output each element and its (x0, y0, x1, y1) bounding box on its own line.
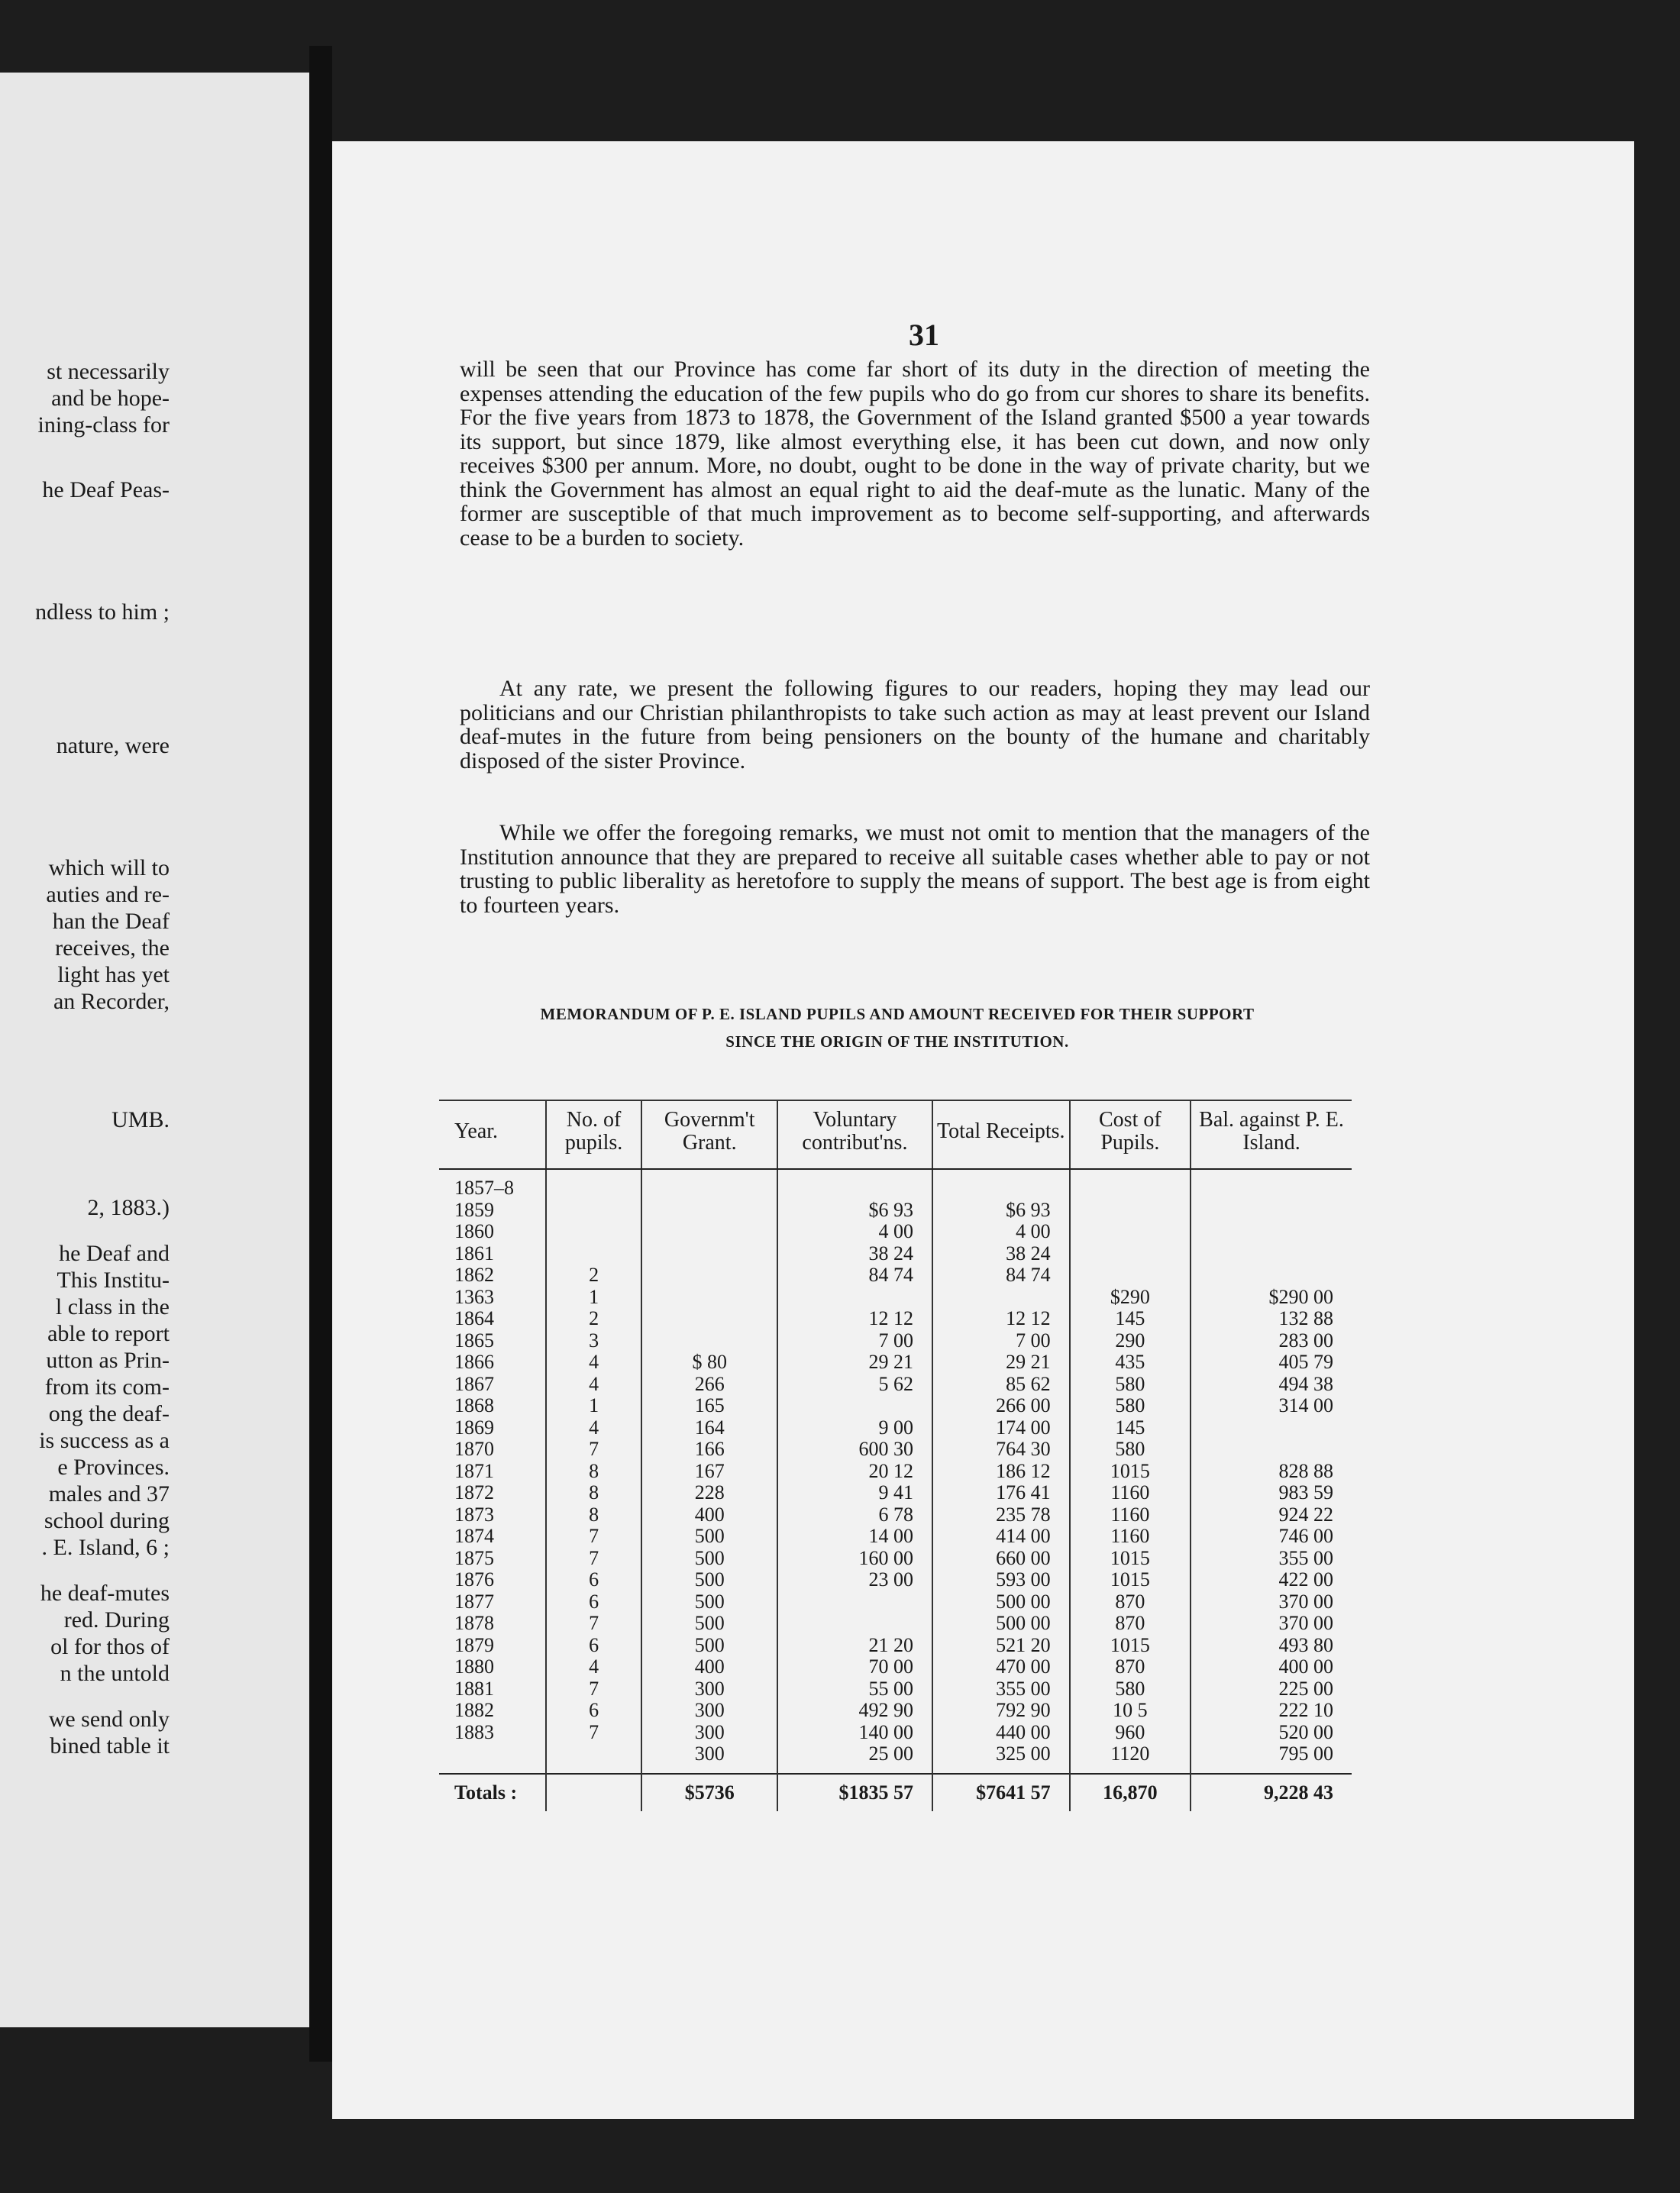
cell-total: 176 41 (932, 1482, 1070, 1504)
cell-grant (641, 1200, 777, 1222)
cell-cost: 1160 (1070, 1482, 1191, 1504)
table-row (439, 1482, 1352, 1504)
cell-voluntary (777, 1591, 932, 1613)
cell-pupils (546, 1743, 642, 1774)
header-year: Year. (439, 1100, 546, 1169)
cell-total: 440 00 (932, 1722, 1070, 1744)
cell-voluntary: 84 74 (777, 1264, 932, 1287)
paragraph-1: will be seen that our Province has come far short of its duty in the direction of meeting the expenses attending the education of the few pupils who do go from cur shores to share its benefits. For the five years from 1873 to 1878, the Government of the Island granted $500 a year towards its support, but since 1879, like almost everything else, it has been cut down, and now only receives $300 per annum. More, no doubt, ought to be done in the way of private charity, but we think the Government has almost an equal right to aid the deaf-mute as the lunatic. Many of the former are susceptible of that much improvement as to become self-supporting, and afterwards cease to be a burden to society. (460, 357, 1370, 551)
cell-voluntary: 600 30 (777, 1439, 932, 1461)
left-page-line: This Institu- (57, 1268, 170, 1293)
cell-year: 1865 (454, 1329, 494, 1352)
cell-year: 1868 (454, 1394, 494, 1416)
cell-total: 266 00 (932, 1395, 1070, 1417)
cell-balance (1191, 1169, 1352, 1200)
left-page-line: able to report (47, 1321, 170, 1346)
table-row (439, 1700, 1352, 1722)
cell-balance (1191, 1243, 1352, 1265)
memorandum-title-line-2: SINCE THE ORIGIN OF THE INSTITUTION. (725, 1032, 1069, 1051)
left-page-line: ndless to him ; (35, 599, 170, 625)
cell-balance: 314 00 (1191, 1395, 1352, 1417)
cell-grant: 400 (641, 1656, 777, 1678)
cell-grant: 300 (641, 1743, 777, 1774)
cell-pupils (546, 1243, 642, 1265)
left-page-line: light has yet (57, 962, 170, 987)
cell-voluntary: 70 00 (777, 1656, 932, 1678)
left-page-line: receives, the (55, 935, 170, 961)
cell-balance: 520 00 (1191, 1722, 1352, 1744)
header-pupils: No. of pupils. (546, 1100, 642, 1169)
cell-pupils: 6 (546, 1700, 642, 1722)
cell-grant: 300 (641, 1678, 777, 1700)
pupils-table (439, 1100, 1352, 1811)
cell-pupils: 7 (546, 1526, 642, 1548)
cell-cost: 1015 (1070, 1569, 1191, 1591)
cell-cost: 145 (1070, 1417, 1191, 1439)
cell-cost: 580 (1070, 1374, 1191, 1396)
cell-grant: 500 (641, 1569, 777, 1591)
totals-row (439, 1774, 1352, 1812)
cell-grant (641, 1308, 777, 1330)
cell-voluntary: 21 20 (777, 1635, 932, 1657)
cell-balance: 283 00 (1191, 1330, 1352, 1352)
cell-balance: 132 88 (1191, 1308, 1352, 1330)
cell-balance: 494 38 (1191, 1374, 1352, 1396)
cell-year: 1875 (454, 1546, 494, 1569)
left-page-line: males and 37 (48, 1481, 170, 1507)
cell-year: 1871 (454, 1459, 494, 1482)
header-grant: Governm't Grant. (641, 1100, 777, 1169)
cell-year: 1363 (454, 1285, 494, 1308)
cell-balance: 355 00 (1191, 1548, 1352, 1570)
left-page-line: utton as Prin- (46, 1348, 170, 1373)
cell-pupils: 1 (546, 1395, 642, 1417)
cell-cost: 580 (1070, 1439, 1191, 1461)
left-page-line: ining-class for (37, 412, 170, 438)
cell-grant: 167 (641, 1461, 777, 1483)
cell-grant (641, 1287, 777, 1309)
cell-pupils (546, 1221, 642, 1243)
cell-balance: 422 00 (1191, 1569, 1352, 1591)
cell-voluntary: 23 00 (777, 1569, 932, 1591)
cell-balance (1191, 1417, 1352, 1439)
cell-balance: 222 10 (1191, 1700, 1352, 1722)
table-row (439, 1287, 1352, 1309)
table-row (439, 1526, 1352, 1548)
paragraph-2: At any rate, we present the following figures to our readers, hoping they may lead our politicians and our Christian philanthropists to take such action as may at least prevent our Island deaf-mutes in the future from being pensioners on the bounty of the humane and charitably disposed of the sister Province. (460, 676, 1370, 774)
table-row (439, 1374, 1352, 1396)
cell-grant: 165 (641, 1395, 777, 1417)
cell-total: 355 00 (932, 1678, 1070, 1700)
cell-voluntary: 5 62 (777, 1374, 932, 1396)
cell-cost: 1160 (1070, 1504, 1191, 1526)
cell-total: 235 78 (932, 1504, 1070, 1526)
table-row (439, 1169, 1352, 1200)
cell-pupils: 7 (546, 1439, 642, 1461)
cell-year: 1873 (454, 1503, 494, 1526)
cell-balance: 493 80 (1191, 1635, 1352, 1657)
left-page-line: n the untold (60, 1661, 170, 1686)
table-row (439, 1200, 1352, 1222)
table-row (439, 1504, 1352, 1526)
left-page-line: han the Deaf (52, 909, 170, 934)
table-row (439, 1221, 1352, 1243)
cell-pupils: 2 (546, 1264, 642, 1287)
left-page-line: st necessarily (47, 359, 170, 384)
cell-balance: 405 79 (1191, 1352, 1352, 1374)
cell-cost (1070, 1200, 1191, 1222)
left-page-line: e Provinces. (57, 1455, 170, 1480)
cell-voluntary (777, 1395, 932, 1417)
cell-total: 470 00 (932, 1656, 1070, 1678)
cell-total: 4 00 (932, 1221, 1070, 1243)
left-page-line: we send only (48, 1707, 170, 1732)
table-body (439, 1169, 1352, 1774)
left-page-line: is success as a (39, 1428, 170, 1453)
left-page-line: auties and re- (46, 882, 170, 907)
cell-voluntary: 55 00 (777, 1678, 932, 1700)
cell-year: 1860 (454, 1220, 494, 1242)
cell-voluntary: 9 00 (777, 1417, 932, 1439)
cell-total: 500 00 (932, 1613, 1070, 1635)
cell-year: 1883 (454, 1720, 494, 1743)
cell-year: 1866 (454, 1351, 494, 1373)
left-page-line: he deaf-mutes (40, 1581, 170, 1606)
cell-total: 7 00 (932, 1330, 1070, 1352)
cell-balance: 400 00 (1191, 1656, 1352, 1678)
cell-year: 1867 (454, 1372, 494, 1395)
totals-balance: 9,228 43 (1191, 1774, 1352, 1812)
left-page-line: ong the deaf- (48, 1401, 170, 1426)
cell-cost: 960 (1070, 1722, 1191, 1744)
cell-pupils: 8 (546, 1461, 642, 1483)
cell-total: $6 93 (932, 1200, 1070, 1222)
table-row (439, 1722, 1352, 1744)
cell-cost: 145 (1070, 1308, 1191, 1330)
cell-voluntary: 20 12 (777, 1461, 932, 1483)
cell-balance: $290 00 (1191, 1287, 1352, 1309)
table-row (439, 1439, 1352, 1461)
cell-cost (1070, 1221, 1191, 1243)
table-row (439, 1243, 1352, 1265)
cell-balance: 795 00 (1191, 1743, 1352, 1774)
cell-total: 186 12 (932, 1461, 1070, 1483)
cell-cost: 1160 (1070, 1526, 1191, 1548)
cell-pupils: 8 (546, 1504, 642, 1526)
page-number: 31 (909, 318, 939, 352)
cell-balance: 746 00 (1191, 1526, 1352, 1548)
cell-cost: $290 (1070, 1287, 1191, 1309)
cell-year: 1874 (454, 1525, 494, 1547)
cell-voluntary: 25 00 (777, 1743, 932, 1774)
table-row (439, 1352, 1352, 1374)
header-balance: Bal. against P. E. Island. (1191, 1100, 1352, 1169)
cell-voluntary: 160 00 (777, 1548, 932, 1570)
cell-pupils: 2 (546, 1308, 642, 1330)
cell-grant: 500 (641, 1526, 777, 1548)
cell-pupils: 6 (546, 1591, 642, 1613)
cell-cost: 435 (1070, 1352, 1191, 1374)
cell-total: 174 00 (932, 1417, 1070, 1439)
table-row (439, 1395, 1352, 1417)
cell-cost: 1120 (1070, 1743, 1191, 1774)
cell-year: 1880 (454, 1655, 494, 1678)
cell-voluntary (777, 1613, 932, 1635)
cell-voluntary: 140 00 (777, 1722, 932, 1744)
cell-grant: 166 (641, 1439, 777, 1461)
table-row (439, 1264, 1352, 1287)
cell-total: 325 00 (932, 1743, 1070, 1774)
totals-voluntary: $1835 57 (777, 1774, 932, 1812)
cell-cost: 870 (1070, 1613, 1191, 1635)
left-page-line: an Recorder, (53, 989, 170, 1014)
cell-year: 1872 (454, 1481, 494, 1503)
cell-voluntary: 14 00 (777, 1526, 932, 1548)
cell-year: 1878 (454, 1612, 494, 1634)
cell-grant: 500 (641, 1635, 777, 1657)
cell-grant (641, 1264, 777, 1287)
cell-pupils: 4 (546, 1352, 642, 1374)
cell-balance: 370 00 (1191, 1613, 1352, 1635)
memorandum-title (439, 1000, 1355, 1055)
cell-grant: 300 (641, 1722, 777, 1744)
cell-grant: 300 (641, 1700, 777, 1722)
cell-total: 12 12 (932, 1308, 1070, 1330)
cell-year: 1862 (454, 1264, 494, 1286)
totals-pupils (546, 1774, 642, 1812)
header-total: Total Receipts. (932, 1100, 1070, 1169)
cell-year: 1859 (454, 1198, 494, 1221)
left-page-line: 2, 1883.) (87, 1195, 170, 1220)
cell-cost (1070, 1169, 1191, 1200)
table-row (439, 1613, 1352, 1635)
cell-grant (641, 1330, 777, 1352)
cell-pupils: 6 (546, 1635, 642, 1657)
cell-grant (641, 1243, 777, 1265)
cell-year: 1879 (454, 1633, 494, 1656)
table-row (439, 1743, 1352, 1774)
cell-grant: 228 (641, 1482, 777, 1504)
cell-balance: 983 59 (1191, 1482, 1352, 1504)
cell-cost: 870 (1070, 1656, 1191, 1678)
table-row (439, 1656, 1352, 1678)
cell-voluntary: $6 93 (777, 1200, 932, 1222)
cell-grant: $ 80 (641, 1352, 777, 1374)
totals-total: $7641 57 (932, 1774, 1070, 1812)
cell-voluntary: 6 78 (777, 1504, 932, 1526)
left-page-line: . E. Island, 6 ; (41, 1535, 170, 1560)
cell-grant: 164 (641, 1417, 777, 1439)
cell-cost: 1015 (1070, 1548, 1191, 1570)
left-page-line: school during (44, 1508, 170, 1533)
cell-voluntary (777, 1287, 932, 1309)
cell-cost: 1015 (1070, 1635, 1191, 1657)
cell-pupils: 7 (546, 1722, 642, 1744)
left-page-line: which will to (48, 855, 170, 880)
cell-total: 500 00 (932, 1591, 1070, 1613)
table-row (439, 1678, 1352, 1700)
left-page-line: he Deaf Peas- (42, 477, 170, 502)
cell-balance: 828 88 (1191, 1461, 1352, 1483)
table-row (439, 1308, 1352, 1330)
cell-grant: 500 (641, 1548, 777, 1570)
cell-total (932, 1287, 1070, 1309)
cell-balance (1191, 1200, 1352, 1222)
cell-pupils: 4 (546, 1417, 642, 1439)
cell-pupils: 6 (546, 1569, 642, 1591)
totals-cost: 16,870 (1070, 1774, 1191, 1812)
cell-total: 84 74 (932, 1264, 1070, 1287)
book-gutter (309, 46, 332, 2062)
table-row (439, 1591, 1352, 1613)
cell-cost: 870 (1070, 1591, 1191, 1613)
left-page-line: from its com- (44, 1374, 170, 1400)
cell-cost (1070, 1264, 1191, 1287)
table-row (439, 1461, 1352, 1483)
cell-year (439, 1743, 546, 1774)
cell-total (932, 1169, 1070, 1200)
paragraph-3: While we offer the foregoing remarks, we must not omit to mention that the managers of the Institution announce that they are prepared to receive all suitable cases whether able to pay or not trusting to public liberality as heretofore to supply the means of support. The best age is from eight to fourteen years. (460, 820, 1370, 918)
left-page-line: nature, were (56, 733, 170, 758)
cell-grant (641, 1169, 777, 1200)
cell-pupils: 7 (546, 1678, 642, 1700)
cell-voluntary (777, 1169, 932, 1200)
cell-total: 660 00 (932, 1548, 1070, 1570)
table-row (439, 1417, 1352, 1439)
cell-balance (1191, 1439, 1352, 1461)
cell-pupils: 4 (546, 1656, 642, 1678)
cell-pupils: 7 (546, 1548, 642, 1570)
cell-pupils (546, 1169, 642, 1200)
cell-year: 1877 (454, 1590, 494, 1613)
cell-balance: 924 22 (1191, 1504, 1352, 1526)
cell-cost (1070, 1243, 1191, 1265)
cell-year: 1870 (454, 1438, 494, 1460)
cell-pupils (546, 1200, 642, 1222)
cell-cost: 580 (1070, 1395, 1191, 1417)
cell-cost: 580 (1070, 1678, 1191, 1700)
left-page-line: bined table it (50, 1733, 170, 1759)
left-page-line: and be hope- (51, 386, 170, 411)
left-page-line: ol for thos of (50, 1634, 170, 1659)
cell-voluntary: 7 00 (777, 1330, 932, 1352)
cell-cost: 290 (1070, 1330, 1191, 1352)
table-row (439, 1635, 1352, 1657)
cell-total: 29 21 (932, 1352, 1070, 1374)
cell-year: 1857–8 (454, 1177, 514, 1199)
cell-total: 764 30 (932, 1439, 1070, 1461)
cell-balance: 370 00 (1191, 1591, 1352, 1613)
cell-voluntary: 9 41 (777, 1482, 932, 1504)
left-page-line: l class in the (55, 1294, 170, 1319)
table-row (439, 1569, 1352, 1591)
cell-total: 85 62 (932, 1374, 1070, 1396)
cell-voluntary: 38 24 (777, 1243, 932, 1265)
cell-grant: 500 (641, 1591, 777, 1613)
table-row (439, 1548, 1352, 1570)
header-cost: Cost of Pupils. (1070, 1100, 1191, 1169)
table-header-row (439, 1100, 1352, 1169)
cell-cost: 1015 (1070, 1461, 1191, 1483)
left-page-line: he Deaf and (59, 1241, 170, 1266)
cell-balance (1191, 1221, 1352, 1243)
cell-total: 521 20 (932, 1635, 1070, 1657)
left-page-line: red. During (63, 1607, 170, 1633)
cell-grant: 400 (641, 1504, 777, 1526)
cell-total: 414 00 (932, 1526, 1070, 1548)
cell-pupils: 1 (546, 1287, 642, 1309)
cell-total: 38 24 (932, 1243, 1070, 1265)
memorandum-title-line-1: MEMORANDUM OF P. E. ISLAND PUPILS AND AMOUNT RECEIVED FOR THEIR SUPPORT (540, 1005, 1255, 1023)
cell-pupils: 4 (546, 1374, 642, 1396)
left-page-line: UMB. (111, 1107, 170, 1132)
cell-pupils: 3 (546, 1330, 642, 1352)
cell-voluntary: 29 21 (777, 1352, 932, 1374)
cell-year: 1869 (454, 1416, 494, 1439)
totals-label: Totals : (439, 1774, 546, 1812)
cell-total: 593 00 (932, 1569, 1070, 1591)
cell-year: 1881 (454, 1677, 494, 1700)
cell-balance (1191, 1264, 1352, 1287)
cell-pupils: 7 (546, 1613, 642, 1635)
cell-cost: 10 5 (1070, 1700, 1191, 1722)
cell-balance: 225 00 (1191, 1678, 1352, 1700)
cell-voluntary: 4 00 (777, 1221, 932, 1243)
cell-voluntary: 12 12 (777, 1308, 932, 1330)
cell-year: 1861 (454, 1242, 494, 1264)
totals-grant: $5736 (641, 1774, 777, 1812)
table-row (439, 1330, 1352, 1352)
cell-voluntary: 492 90 (777, 1700, 932, 1722)
cell-grant: 500 (641, 1613, 777, 1635)
cell-year: 1882 (454, 1699, 494, 1721)
cell-pupils: 8 (546, 1482, 642, 1504)
header-voluntary: Voluntary contribut'ns. (777, 1100, 932, 1169)
cell-year: 1864 (454, 1307, 494, 1329)
cell-grant (641, 1221, 777, 1243)
cell-year: 1876 (454, 1568, 494, 1591)
cell-total: 792 90 (932, 1700, 1070, 1722)
cell-grant: 266 (641, 1374, 777, 1396)
